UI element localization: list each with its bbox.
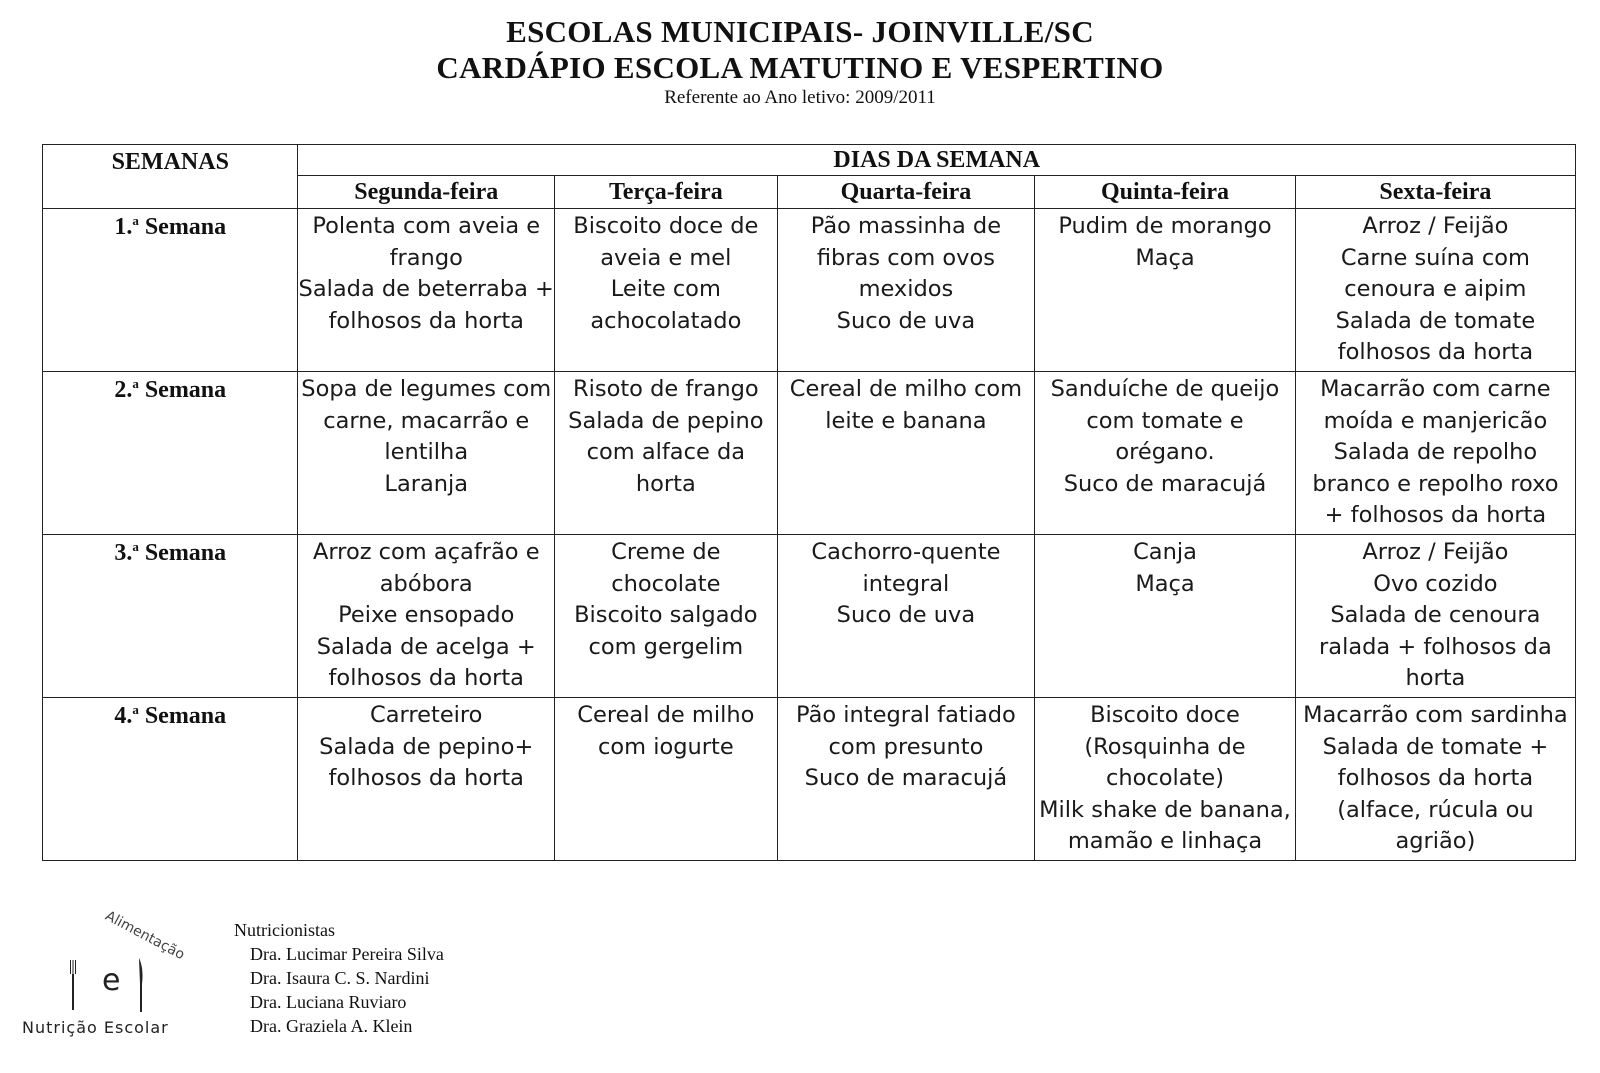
meal-cell [777, 535, 1035, 698]
meal-item: Salada de cenoura [1330, 602, 1541, 628]
meal-cell [777, 372, 1035, 535]
logo-arc-text: Alimentação [102, 908, 188, 964]
meal-item: Cereal de milho com [789, 376, 1023, 402]
table-row [43, 209, 1576, 372]
nutritionist-name: Dra. Graziela A. Klein [250, 1016, 413, 1036]
meal-item: integral [862, 570, 950, 597]
logo-caption: Nutrição Escolar [22, 1018, 169, 1037]
meal-cell [298, 372, 555, 535]
meal-item: aveia e mel [600, 244, 732, 271]
meal-item: (alface, rúcula ou [1337, 796, 1534, 823]
meal-item: abóbora [379, 570, 473, 597]
day-header: Quinta-feira [1035, 176, 1296, 209]
meal-item: Risoto de frango [572, 376, 759, 402]
meal-cell [1295, 209, 1575, 372]
meal-item: Salada de acelga + [316, 633, 536, 660]
meal-cell [555, 535, 778, 698]
meal-item: Leite com [610, 276, 721, 302]
meal-item: Salada de tomate [1335, 307, 1536, 334]
meal-item: com gergelim [588, 633, 744, 660]
meal-item: frango [389, 244, 463, 271]
day-header: Segunda-feira [298, 176, 555, 209]
meal-item: chocolate [611, 570, 721, 597]
week-word: Semana [144, 703, 227, 729]
table-row [43, 535, 1576, 698]
meal-item: cenoura e aipim [1344, 276, 1527, 302]
meal-item: Macarrão com sardinha [1303, 702, 1568, 728]
header-title-line2: CARDÁPIO ESCOLA MATUTINO E VESPERTINO [436, 50, 1164, 85]
meal-item: Laranja [384, 470, 469, 497]
meal-item: leite e banana [825, 407, 987, 434]
meal-item: Peixe ensopado [338, 602, 515, 628]
week-label [43, 698, 298, 861]
meal-item: Pão massinha de [810, 213, 1002, 239]
meal-item: Salada de repolho [1333, 439, 1538, 465]
meal-item: chocolate) [1105, 765, 1224, 791]
meal-cell [555, 372, 778, 535]
fork-icon [70, 960, 76, 1010]
meal-item: Salada de pepino+ [319, 733, 534, 760]
header-subtitle: Referente ao Ano letivo: 2009/2011 [664, 87, 936, 108]
meal-item: ralada + folhosos da [1319, 633, 1552, 660]
week-number: 1. [114, 214, 133, 240]
meal-item: folhosos da horta [1337, 765, 1534, 791]
meal-item: Suco de uva [836, 602, 976, 628]
meal-item: branco e repolho roxo [1312, 470, 1559, 497]
knife-icon [138, 958, 144, 1012]
meal-item: Biscoito doce de [573, 213, 759, 239]
meal-item: folhosos da horta [1337, 339, 1534, 365]
week-word: Semana [144, 214, 227, 240]
week-label [43, 372, 298, 535]
meal-item: Milk shake de banana, [1039, 796, 1291, 823]
meal-item: com presunto [828, 733, 984, 760]
meal-item: folhosos da horta [328, 307, 524, 334]
week-number: 2. [114, 377, 133, 403]
meal-item: folhosos da horta [328, 765, 524, 791]
meal-item: moída e manjericão [1323, 407, 1548, 434]
table-row [43, 372, 1576, 535]
week-label [43, 535, 298, 698]
meal-item: Salada de tomate + [1322, 733, 1549, 760]
meal-item: Cereal de milho [577, 702, 755, 728]
week-number: 3. [114, 540, 133, 566]
meal-item: Sanduíche de queijo [1050, 376, 1280, 402]
meal-item: Cachorro-quente [811, 539, 1001, 565]
nutrition-logo [10, 908, 220, 1058]
meal-item: mamão e linhaça [1067, 828, 1263, 854]
meal-item: horta [1405, 665, 1466, 691]
meal-item: com tomate e [1086, 407, 1244, 434]
meal-cell [777, 698, 1035, 861]
week-word: Semana [144, 377, 227, 403]
days-group-header: DIAS DA SEMANA [298, 145, 1576, 176]
document-header [0, 14, 1600, 110]
meal-cell [1035, 372, 1296, 535]
meal-item: Biscoito salgado [574, 602, 758, 628]
meal-item: folhosos da horta [328, 665, 524, 691]
meal-cell [298, 209, 555, 372]
weeks-column-header: SEMANAS [43, 145, 298, 209]
credits-title: Nutricionistas [234, 920, 335, 940]
meal-item: Arroz / Feijão [1362, 213, 1509, 239]
menu-table [42, 144, 1576, 861]
meal-cell [298, 698, 555, 861]
week-number: 4. [114, 703, 133, 729]
meal-cell [1295, 535, 1575, 698]
meal-item: + folhosos da horta [1324, 502, 1547, 528]
table-row [43, 698, 1576, 861]
meal-cell [1035, 535, 1296, 698]
meal-item: Suco de uva [836, 307, 976, 334]
meal-item: mexidos [858, 276, 954, 302]
meal-item: Creme de [611, 539, 721, 565]
meal-item: fibras com ovos [816, 244, 995, 271]
nutritionist-name: Dra. Isaura C. S. Nardini [250, 968, 430, 988]
meal-cell [1295, 698, 1575, 861]
day-header: Terça-feira [555, 176, 778, 209]
week-ordinal: a [132, 376, 139, 391]
week-label [43, 209, 298, 372]
meal-cell [1295, 372, 1575, 535]
meal-item: Salada de beterraba + [298, 276, 554, 302]
meal-item: lentilha [384, 439, 469, 465]
meal-cell [1035, 698, 1296, 861]
week-ordinal: a [132, 702, 139, 717]
meal-item: Suco de maracujá [804, 765, 1008, 791]
meal-item: Arroz com açafrão e [312, 539, 540, 565]
nutritionist-name: Dra. Luciana Ruviaro [250, 992, 407, 1012]
meal-item: horta [635, 470, 696, 497]
meal-item: Ovo cozido [1373, 570, 1498, 597]
meal-cell [298, 535, 555, 698]
week-ordinal: a [132, 213, 139, 228]
meal-item: Arroz / Feijão [1362, 539, 1509, 565]
day-header: Sexta-feira [1295, 176, 1575, 209]
meal-item: agrião) [1395, 828, 1476, 854]
header-title-line1: ESCOLAS MUNICIPAIS- JOINVILLE/SC [506, 14, 1094, 49]
meal-item: carne, macarrão e [323, 407, 530, 434]
meal-item: Pudim de morango [1058, 213, 1272, 239]
meal-item: Maça [1135, 244, 1195, 271]
meal-cell [1035, 209, 1296, 372]
meal-item: Sopa de legumes com [301, 376, 552, 402]
meal-cell [777, 209, 1035, 372]
meal-cell [555, 698, 778, 861]
week-word: Semana [144, 540, 227, 566]
meal-item: Polenta com aveia e [312, 213, 541, 239]
logo-letter: e [102, 963, 121, 998]
meal-item: com alface da [586, 439, 746, 465]
nutritionists-credits [234, 918, 444, 1038]
meal-item: com iogurte [597, 733, 734, 760]
meal-item: Macarrão com carne [1320, 376, 1551, 402]
meal-item: Carne suína com [1340, 244, 1530, 271]
meal-item: Pão integral fatiado [796, 702, 1016, 728]
nutritionist-name: Dra. Lucimar Pereira Silva [250, 944, 444, 964]
meal-item: Canja [1133, 539, 1197, 565]
meal-item: Suco de maracujá [1063, 470, 1267, 497]
meal-item: (Rosquinha de [1084, 733, 1246, 760]
week-ordinal: a [132, 539, 139, 554]
meal-item: Carreteiro [370, 702, 483, 728]
meal-cell [555, 209, 778, 372]
meal-item: Maça [1135, 570, 1195, 597]
meal-item: achocolatado [590, 307, 742, 334]
meal-item: Biscoito doce [1090, 702, 1240, 728]
meal-item: Salada de pepino [568, 407, 764, 434]
meal-item: orégano. [1115, 439, 1215, 465]
day-header: Quarta-feira [777, 176, 1035, 209]
